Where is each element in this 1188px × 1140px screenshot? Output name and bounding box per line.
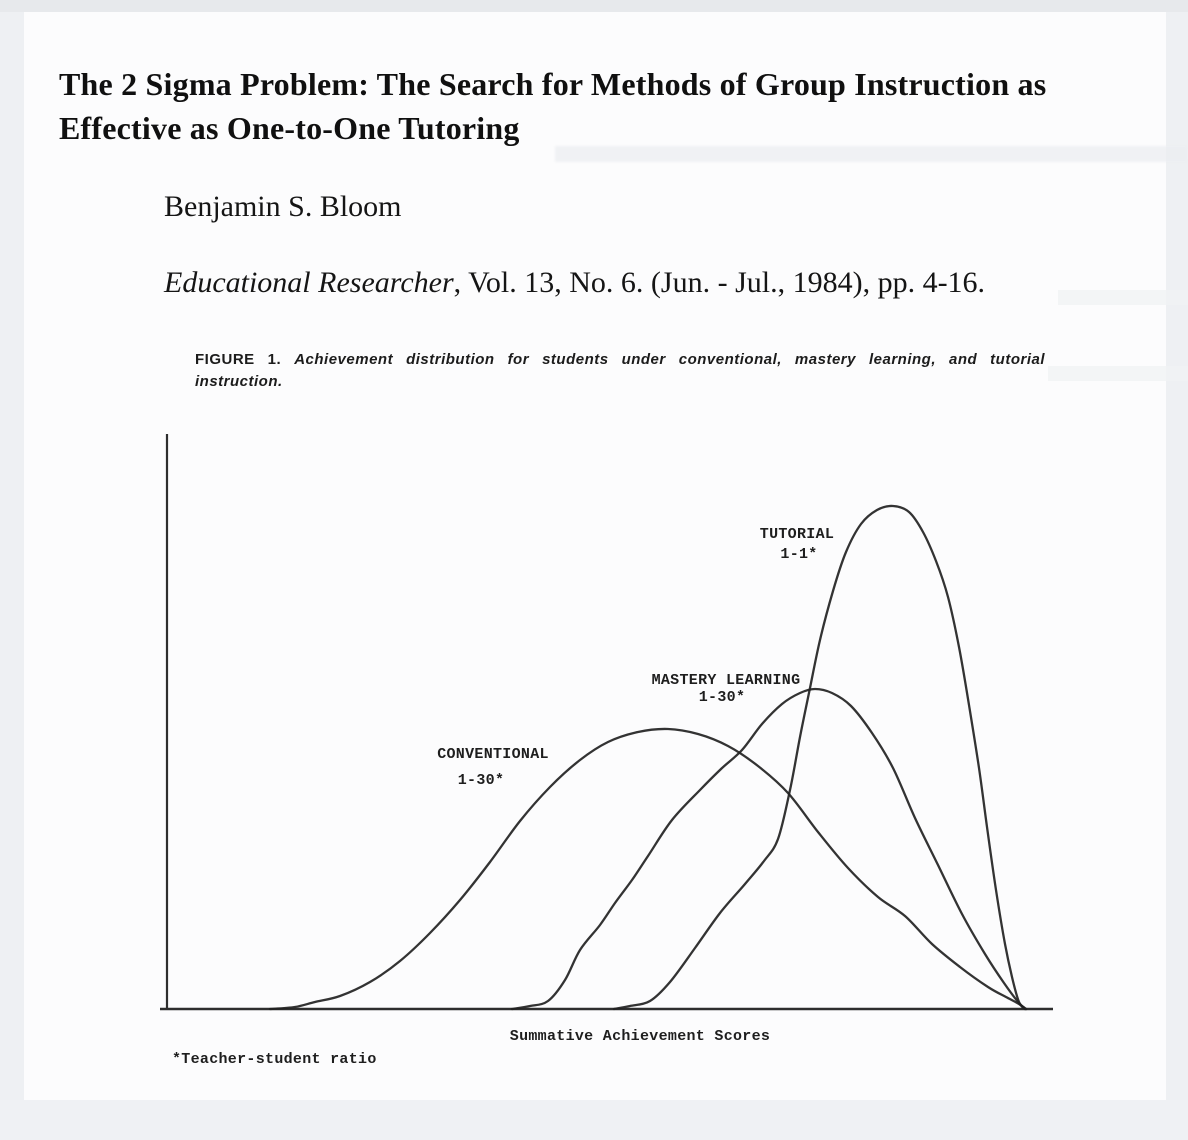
- paper-title: [59, 62, 1169, 150]
- series-label-mastery-learning: MASTERY LEARNING: [651, 672, 801, 689]
- author-name: Benjamin S. Bloom: [164, 190, 402, 223]
- series-ratio-tutorial: 1-1*: [780, 546, 818, 563]
- figure-caption: [195, 349, 1045, 393]
- x-axis-label: Summative Achievement Scores: [509, 1028, 771, 1045]
- curve-conventional: [270, 729, 1026, 1009]
- series-label-conventional: CONVENTIONAL: [437, 746, 549, 763]
- journal-citation-details: , Vol. 13, No. 6. (Jun. - Jul., 1984), pp. 4-16.: [453, 266, 986, 299]
- series-label-tutorial: TUTORIAL: [759, 526, 835, 543]
- figure-caption-text: Achievement distribution for students under conventional, mastery learning, and tutorial instruction.: [195, 351, 1045, 390]
- paper-title-line-2: Effective as One-to-One Tutoring: [59, 110, 520, 146]
- journal-citation: [164, 266, 985, 300]
- series-ratio-conventional: 1-30*: [457, 772, 505, 789]
- curve-mastery-learning: [512, 689, 1026, 1009]
- journal-title: Educational Researcher: [164, 266, 454, 299]
- figure-caption-label: FIGURE 1.: [195, 351, 282, 368]
- series-ratio-mastery-learning: 1-30*: [698, 689, 746, 706]
- teacher-student-ratio-footnote: *Teacher-student ratio: [172, 1051, 377, 1068]
- curve-tutorial: [614, 506, 1025, 1009]
- figure-1-chart: [140, 425, 1070, 1025]
- distribution-curves: [270, 506, 1026, 1009]
- paper-title-line-1: The 2 Sigma Problem: The Search for Methods of Group Instruction as: [59, 66, 1047, 102]
